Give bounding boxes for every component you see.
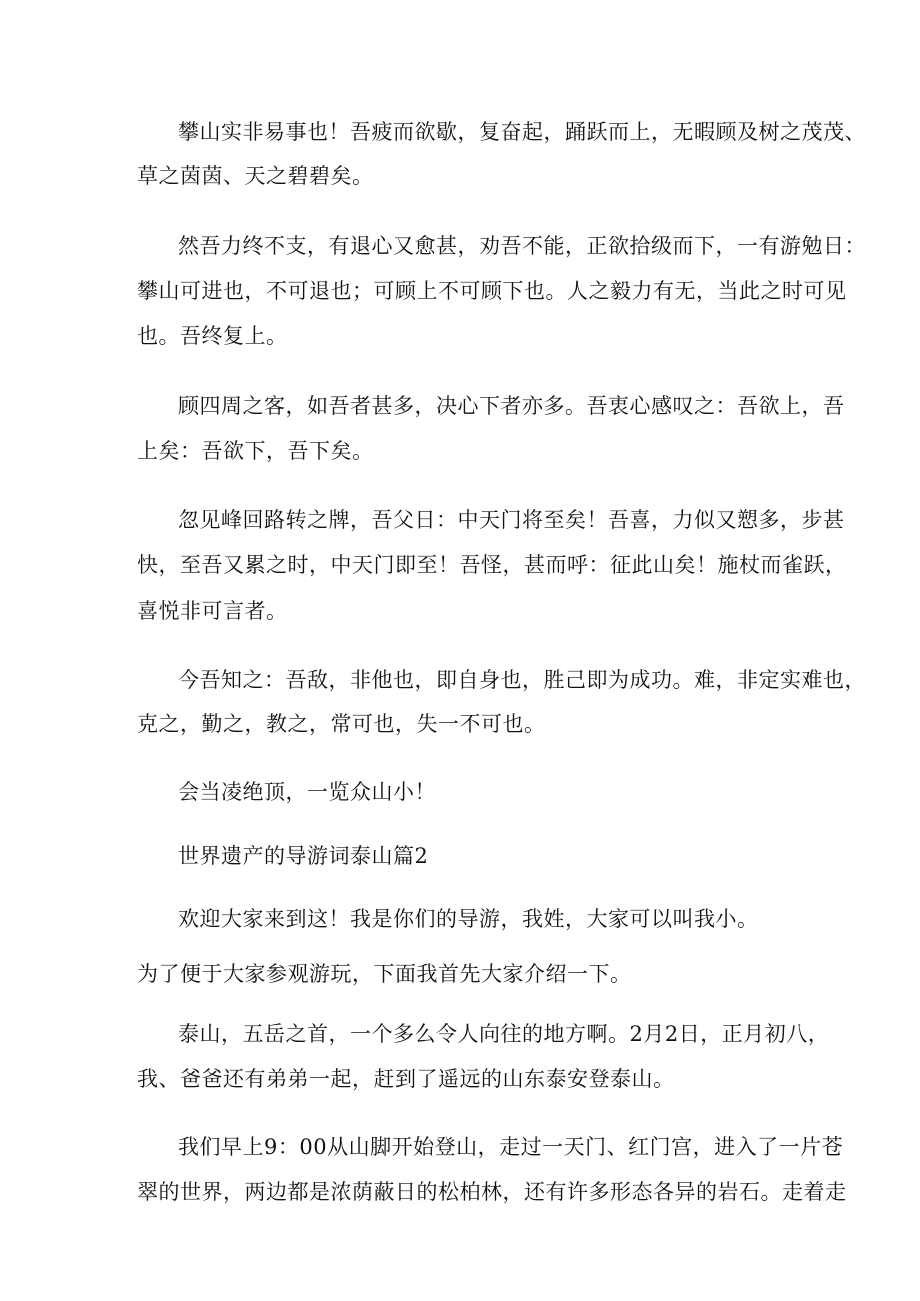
paragraph-2-line-3: 也。吾终复上。 — [137, 324, 288, 348]
paragraph-5-line-2: 克之，勤之，教之，常可也，失一不可也。 — [137, 712, 546, 736]
paragraph-2-line-1: 然吾力终不支，有退心又愈甚，劝吾不能，正欲拾级而下，一有游勉日： — [178, 234, 866, 258]
paragraph-4-line-2: 快，至吾又累之时，中天门即至！吾怪，甚而呼：征此山矣！施杖而雀跃， — [137, 553, 847, 577]
paragraph-3-line-2: 上矣：吾欲下，吾下矣。 — [137, 439, 374, 463]
paragraph-2-line-2: 攀山可进也，不可退也；可顾上不可顾下也。人之毅力有无，当此之时可见 — [137, 279, 847, 303]
paragraph-3-line-1: 顾四周之客，如吾者甚多，决心下者亦多。吾衷心感叹之：吾欲上，吾 — [178, 394, 845, 418]
paragraph-4-line-3: 喜悦非可言者。 — [137, 599, 288, 623]
paragraph-11-line-2: 翠的世界，两边都是浓荫蔽日的松柏林，还有许多形态各异的岩石。走着走 — [137, 1180, 847, 1204]
paragraph-4-line-1: 忽见峰回路转之牌，吾父日：中天门将至矣！吾喜，力似又愬多，步甚 — [178, 508, 845, 532]
paragraph-1-line-1: 攀山实非易事也！吾疲而欲歇，复奋起，踊跃而上，无暇顾及树之茂茂、 — [178, 120, 866, 144]
paragraph-8-line-1: 欢迎大家来到这！我是你们的导游，我姓，大家可以叫我小。 — [178, 907, 759, 931]
paragraph-10-line-2: 我、爸爸还有弟弟一起，赶到了遥远的山东泰安登泰山。 — [137, 1067, 675, 1091]
paragraph-5-line-1: 今吾知之：吾敌，非他也，即自身也，胜己即为成功。难，非定实难也， — [178, 668, 866, 692]
paragraph-9-line-1: 为了便于大家参观游玩，下面我首先大家介绍一下。 — [137, 962, 632, 986]
paragraph-11-line-1: 我们早上9：00从山脚开始登山，走过一天门、红门宫，进入了一片苍 — [178, 1135, 844, 1159]
paragraph-6-line-1: 会当凌绝顶，一览众山小！ — [178, 780, 436, 804]
paragraph-1-line-2: 草之茵茵、天之碧碧矣。 — [137, 164, 374, 188]
section-heading: 世界遗产的导游词泰山篇2 — [178, 844, 429, 868]
paragraph-10-line-1: 泰山，五岳之首，一个多么令人向往的地方啊。2月2日，正月初八， — [178, 1022, 830, 1046]
